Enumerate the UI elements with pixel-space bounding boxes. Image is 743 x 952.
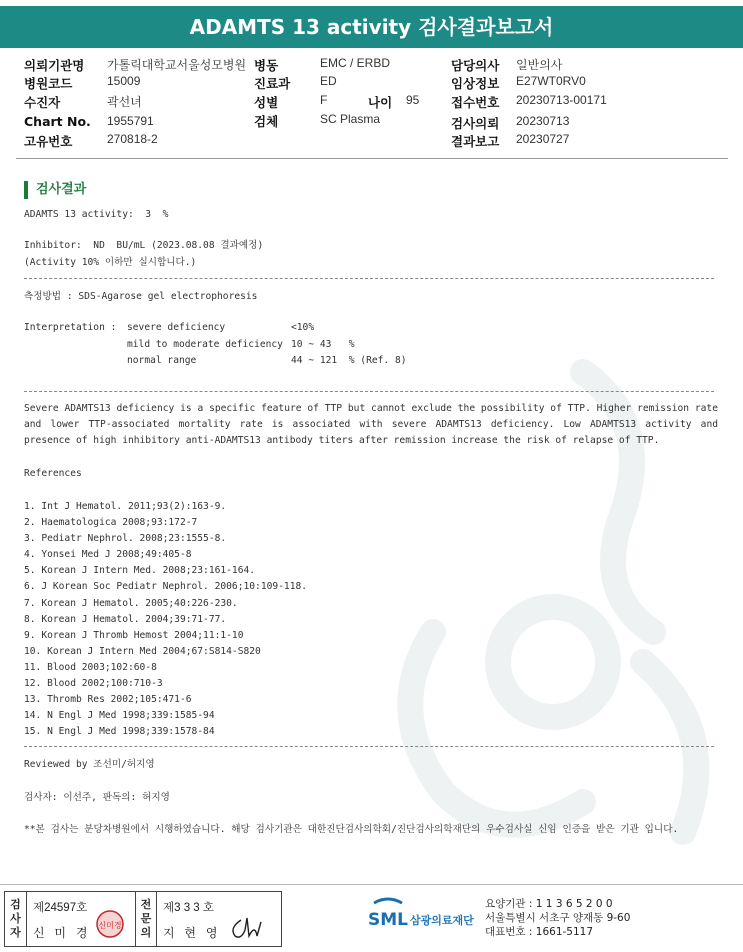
label-char: 전 xyxy=(140,898,152,911)
info-value: ED xyxy=(320,74,337,88)
org-name: 삼광의료재단 xyxy=(410,914,474,927)
reference-item: 3. Pediatr Nephrol. 2008;23:1555-8. xyxy=(24,533,227,544)
interpretation-name: normal range xyxy=(127,355,197,366)
examiner-name: 신 미 경 xyxy=(33,926,91,940)
info-label: 진료과 xyxy=(254,76,291,91)
info-value: EMC / ERBD xyxy=(320,56,391,70)
logo-mark-text: SML xyxy=(368,910,408,930)
interpretation-range: 44 ~ 121 % (Ref. 8) xyxy=(291,355,407,366)
reference-item: 5. Korean J Intern Med. 2008;23:161-164. xyxy=(24,565,256,576)
reference-item: 12. Blood 2002;100:710-3 xyxy=(24,678,163,689)
dashed-divider xyxy=(24,746,714,747)
info-label: 결과보고 xyxy=(451,134,500,149)
org-phone: 대표번호 : 1661-5117 xyxy=(485,926,594,938)
label-char: 검 xyxy=(10,898,21,911)
info-value: E27WT0RV0 xyxy=(516,74,586,88)
info-label: 병동 xyxy=(254,58,279,73)
seal-text: 신미경 xyxy=(98,921,122,930)
examiner-license-no: 제24597호 xyxy=(33,902,88,914)
info-value: 20230713 xyxy=(516,114,570,128)
reference-item: 6. J Korean Soc Pediatr Nephrol. 2006;10:109-118. xyxy=(24,581,308,592)
reference-item: 14. N Engl J Med 1998;339:1585-94 xyxy=(24,710,215,721)
info-value: 15009 xyxy=(107,74,141,88)
info-value: 곽선녀 xyxy=(107,95,142,109)
report-title: ADAMTS 13 activity 검사결과보고서 xyxy=(0,6,743,48)
examiner-vertical-label xyxy=(5,892,27,946)
info-label: 검사의뢰 xyxy=(451,116,500,131)
info-value: 270818-2 xyxy=(107,132,158,146)
reference-item: 8. Korean J Hematol. 2004;39:71-77. xyxy=(24,614,227,625)
info-label: 담당의사 xyxy=(451,58,500,73)
info-label: 검체 xyxy=(254,114,279,129)
info-value: 20230713-00171 xyxy=(516,93,607,107)
signature-box xyxy=(4,891,282,947)
seal-stamp-icon xyxy=(95,909,125,939)
interpretation-name: mild to moderate deficiency xyxy=(127,339,283,350)
org-contact xyxy=(485,897,630,939)
info-label: 의뢰기관명 xyxy=(24,58,85,73)
label-char: 의 xyxy=(140,926,152,939)
footnote: **본 검사는 분당차병원에서 시행하였습니다. 해당 검사기관은 대한진단검사의학회/진단검사의학재단의 우수검사실 신임 인증을 받은 기관 입니다. xyxy=(24,824,679,835)
org-address: 서울특별시 서초구 양재동 9-60 xyxy=(485,912,631,924)
reference-item: 2. Haematologica 2008;93:172-7 xyxy=(24,517,198,528)
info-label: 고유번호 xyxy=(24,134,73,149)
report-footer xyxy=(0,884,743,952)
examiners: 검사자: 이선주, 판독의: 허지영 xyxy=(24,792,170,803)
interpretation-range: 10 ~ 43 % xyxy=(291,339,355,350)
reference-item: 9. Korean J Thromb Hemost 2004;11:1-10 xyxy=(24,630,244,641)
interpretation-name: severe deficiency xyxy=(127,322,226,333)
reference-item: 11. Blood 2003;102:60-8 xyxy=(24,662,157,673)
interpretation-label: Interpretation : xyxy=(24,322,117,333)
inhibitor-note: (Activity 10% 이하만 실시합니다.) xyxy=(24,257,197,268)
org-code: 요양기관 : 1 1 3 6 5 2 0 0 xyxy=(485,898,613,910)
info-value: F xyxy=(320,93,328,107)
label-char: 사 xyxy=(10,912,21,925)
info-label: 접수번호 xyxy=(451,95,500,110)
reference-item: 4. Yonsei Med J 2008;49:405-8 xyxy=(24,549,192,560)
patient-info xyxy=(0,54,743,150)
doctor-name: 지 현 영 xyxy=(163,926,221,940)
clinical-comment: Severe ADAMTS13 deficiency is a specific feature of TTP but cannot exclude the possibility of TTP. Higher remission rate and lower TTP-associated mortality rate is associated with severe ADAMTS13 deficiency. Low ADAMTS13 activity and presence of high inhibitory anti-ADAMTS13 antibody titers after remission increase the risk of relapse of TTP. xyxy=(24,403,718,446)
dashed-divider xyxy=(24,391,714,392)
references-heading: References xyxy=(24,468,82,479)
info-value: 95 xyxy=(406,93,420,107)
dashed-divider xyxy=(24,278,714,279)
reference-item: 1. Int J Hematol. 2011;93(2):163-9. xyxy=(24,501,227,512)
info-label: 나이 xyxy=(368,95,393,110)
divider xyxy=(16,158,728,159)
info-value: 가톨릭대학교서울성모병원 xyxy=(107,58,247,72)
signature-icon xyxy=(227,914,271,942)
doctor-license-no: 제3 3 3 호 xyxy=(163,902,214,914)
inhibitor-line: Inhibitor: ND BU/mL (2023.08.08 결과예정) xyxy=(24,240,264,251)
label-char: 문 xyxy=(140,912,152,925)
info-value: 1955791 xyxy=(107,114,154,128)
info-label: 성별 xyxy=(254,95,279,110)
result-value: ADAMTS 13 activity: 3 % xyxy=(24,209,169,220)
reviewed-by: Reviewed by 조선미/허지영 xyxy=(24,759,155,770)
reference-item: 7. Korean J Hematol. 2005;40:226-230. xyxy=(24,598,238,609)
interpretation-range: <10% xyxy=(291,322,315,333)
doctor-vertical-label xyxy=(135,892,157,946)
label-char: 자 xyxy=(10,926,21,939)
reference-item: 13. Thromb Res 2002;105:471-6 xyxy=(24,694,192,705)
info-value: 일반의사 xyxy=(516,58,563,72)
info-label: 병원코드 xyxy=(24,76,73,91)
info-value: 20230727 xyxy=(516,132,570,146)
reference-item: 10. Korean J Intern Med 2004;67:S814-S820 xyxy=(24,646,261,657)
reference-item: 15. N Engl J Med 1998;339:1578-84 xyxy=(24,726,215,737)
info-label: 수진자 xyxy=(24,95,61,110)
sml-logo xyxy=(368,895,488,935)
info-value: SC Plasma xyxy=(320,112,381,126)
sml-logo-icon xyxy=(368,895,488,935)
section-heading: 검사결과 xyxy=(24,181,86,199)
method-line: 측정방법 : SDS-Agarose gel electrophoresis xyxy=(24,291,258,302)
info-label: 임상정보 xyxy=(451,76,500,91)
info-label: Chart No. xyxy=(24,114,91,129)
